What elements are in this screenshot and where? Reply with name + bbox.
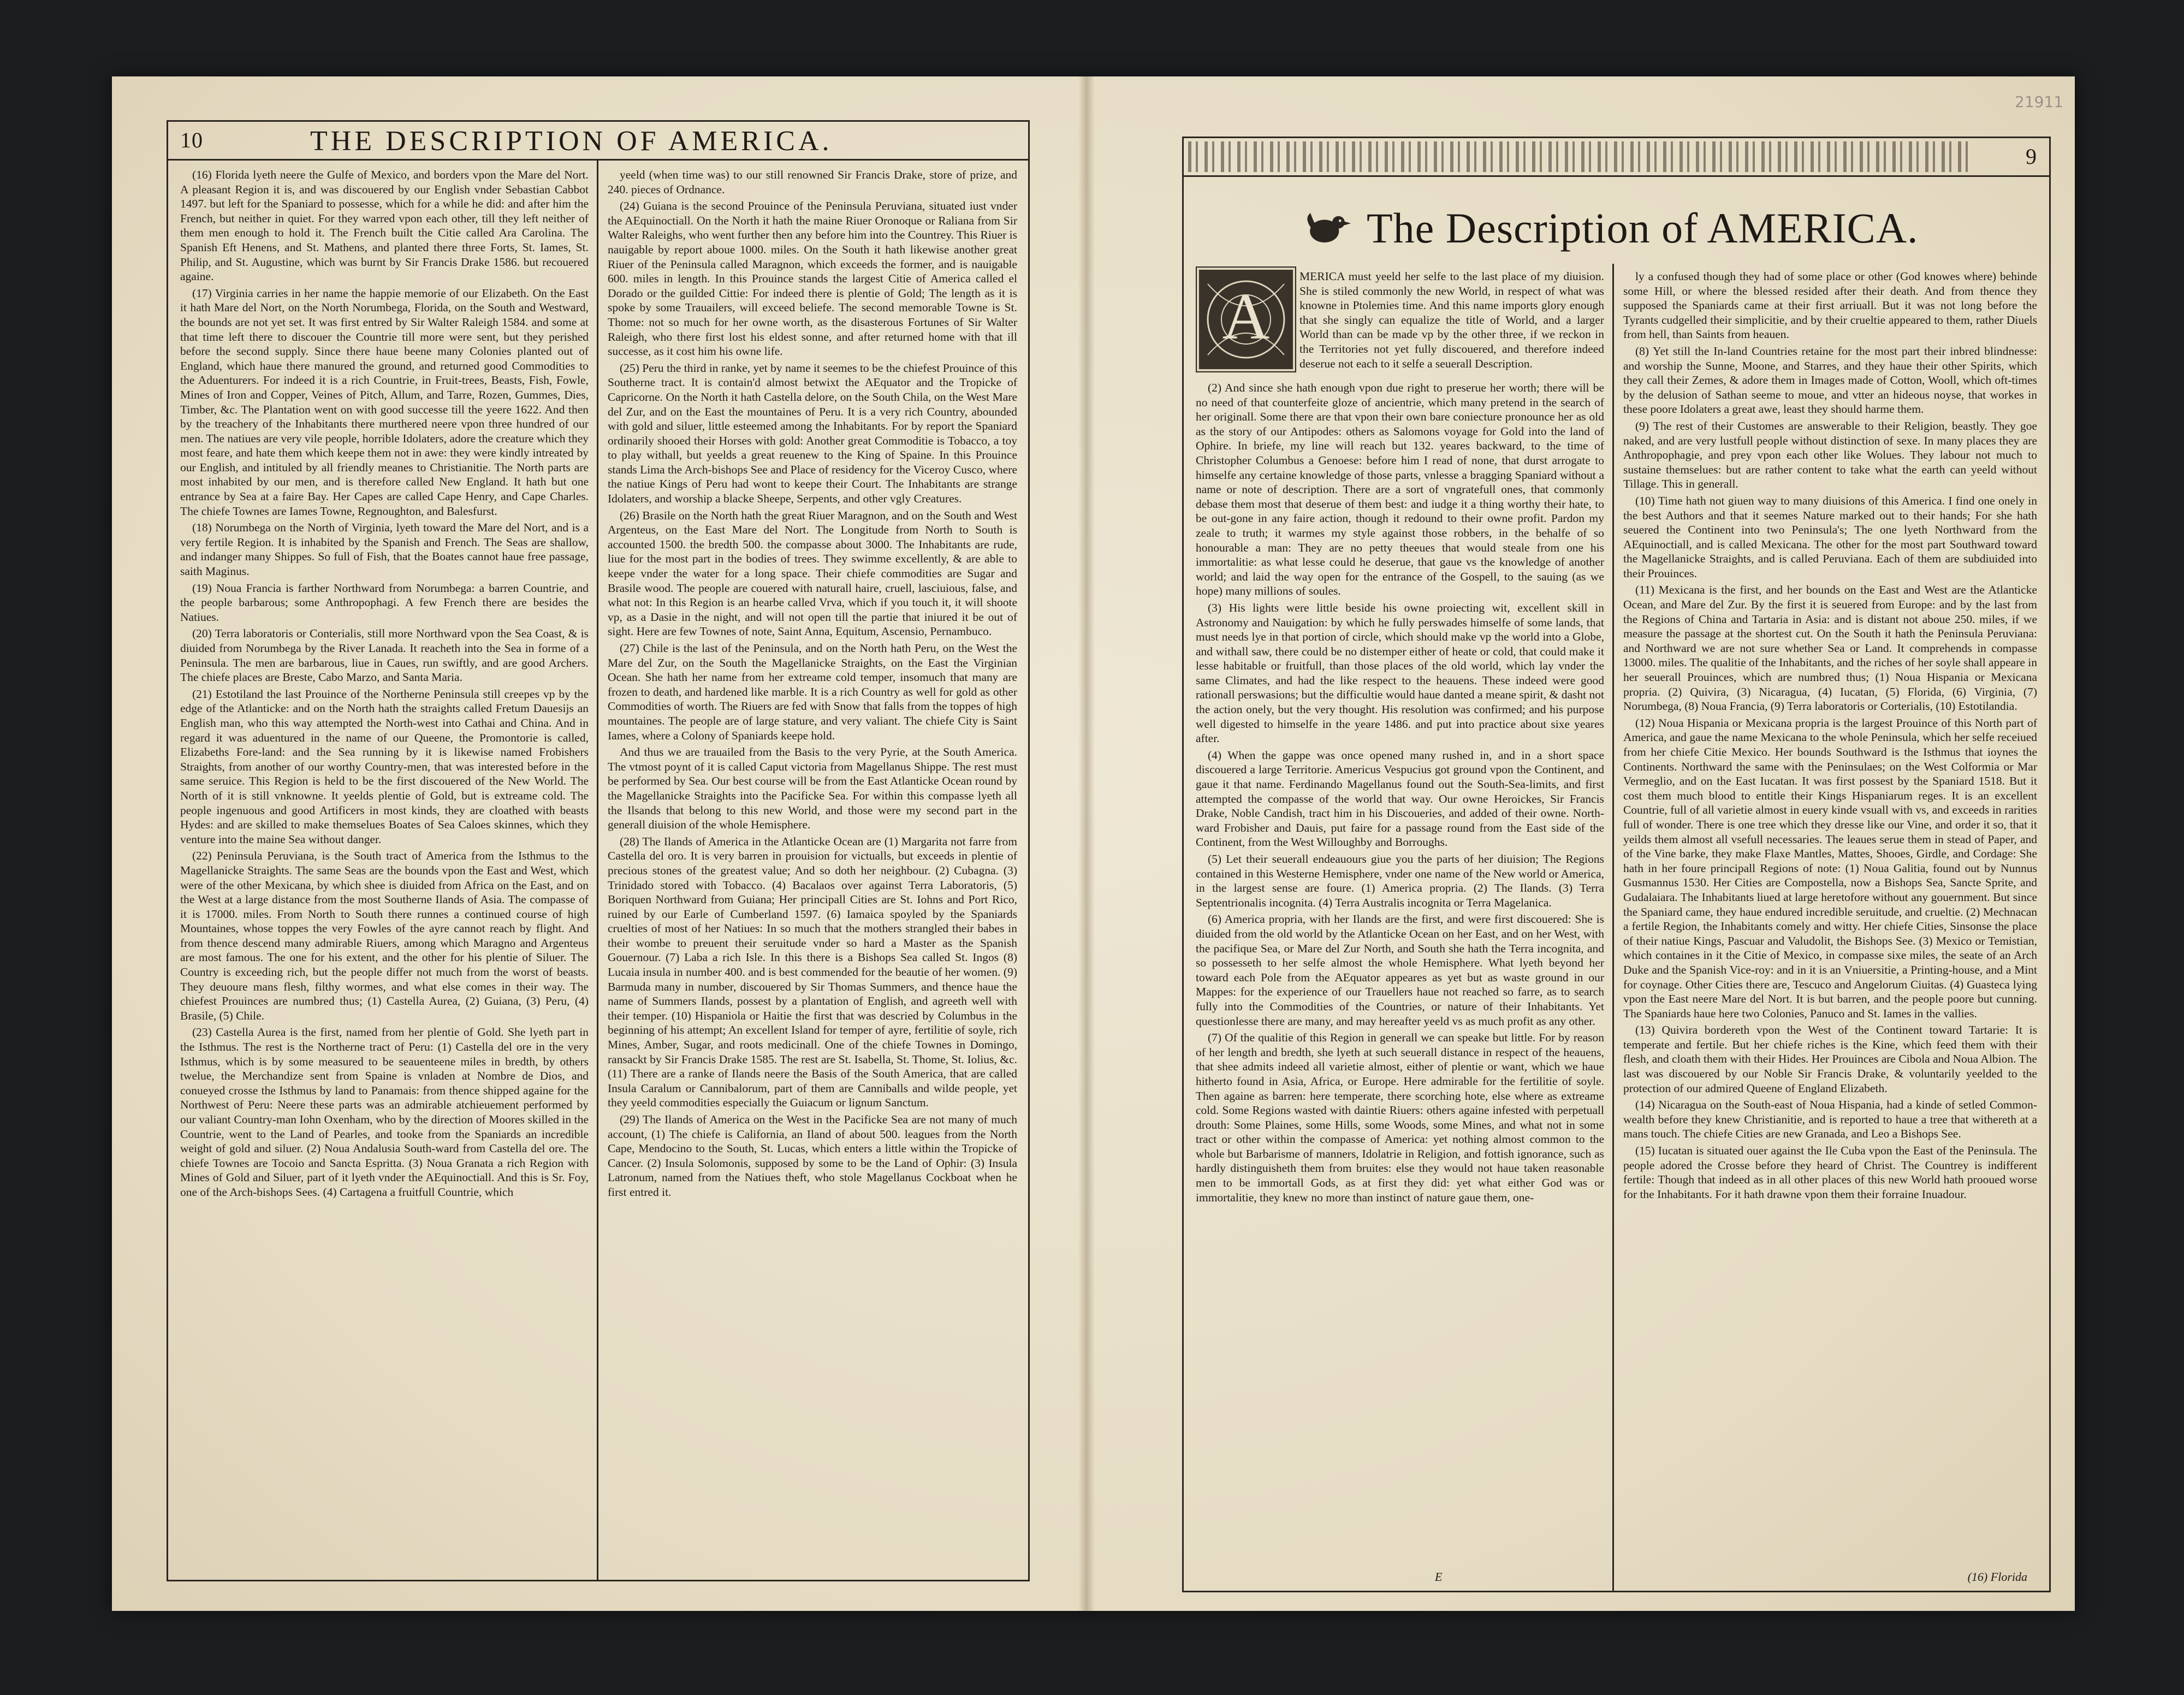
paragraph: (18) Norumbega on the North of Virginia, lyeth toward the Mare del Nort, and is a very fertile Region. It is inhabited by the Spanish and French. The Seas are shallow, and indanger many Shippes. So full of Fish, that the Boates cannot haue free passage, saith Maginus. bbox=[180, 521, 589, 578]
left-column-2 bbox=[608, 168, 1017, 1571]
paragraph: (20) Terra laboratoris or Conterialis, still more Northward vpon the Sea Coast, & is diuided from Norumbega by the River Lanada. It reacheth into the Sea in forme of a Peninsula. The men are barbarous, liue in Caues, run swiftly, and are good Archers. The chiefe places are Breste, Cabo Marzo, and Santa Maria. bbox=[180, 627, 589, 684]
right-column-2 bbox=[1623, 269, 2037, 1572]
paragraph: MERICA must yeeld her selfe to the last place of my diuision. She is stiled commonly the new World, in respect of what was knowne in Ptolemies time. And this name imports glory enough that she singly can equalize the title of World, and a larger World than can be made vp by the other three, if we reckon in the Territories not yet fully discouered, and therefore indeed deserue not each to it selfe a seuerall Description. bbox=[1299, 270, 1604, 370]
paragraph: (24) Guiana is the second Prouince of the Peninsula Peruviana, situated iust vnder the AEquinoctiall. On the North it hath the maine Riuer Oronoque or Raliana from Sir Walter Raleighs, who went further then any before him into the Countrey. This Riuer is nauigable by report aboue 1000. miles. On the South it hath likewise another great Riuer of the Peninsula called Maragnon, which exceeds the former, and is nauigable 600. miles in length. In this Prouince stands the largest Citie of America called el Dorado or the guilded Cittie: For indeed there is plentie of Gold; The length as it is spoke by some Trauailers, will exceed beliefe. The second memorable Towne is St. Thome: not so much for her owne worth, as the disasterous Fortunes of Sir Walter Raleigh, who there first lost his eldest sonne, and after returned home with that ill successe, as it cost him his owne life. bbox=[608, 199, 1017, 358]
paragraph: (27) Chile is the last of the Peninsula, and on the North hath Peru, on the West the Mare del Zur, on the South the Magellanicke Straights, on the East the Virginian Ocean. She hath her name from her extreame cold temper, insomuch that many are frozen to death, and hardened like marble. It is a rich Country as well for gold as other Commodities of worth. The Riuers are fed with Snow that falls from the toppes of high mountaines. The people are of large stature, and very valiant. The chiefe City is Saint Iames, where a Colony of Spaniards keepe hold. bbox=[608, 642, 1017, 742]
left-page-number: 10 bbox=[180, 128, 203, 152]
paragraph: (26) Brasile on the North hath the great Riuer Maragnon, and on the South and West Argenteus, on the East Mare del Nort. The Longitude from North to South is accounted 1500. the bredth 500. the compasse about 3000. The Inhabitants are rude, liue for the most part in the bodies of trees. They swimme excellently, & are able to keepe vnder the water for a long space. Their chiefe commodities are Sugar and Brasile wood. The people are couered with naturall haire, cruell, lasciuious, false, and what not: In this Region is an hearbe called Vrva, which if you touch it, it will shoote vp, as a Dasie in the night, and will not open till the partie that iniured it be out of sight. Here are few Townes of note, Saint Anna, Equitum, Ascensio, Pernambuco. bbox=[608, 508, 1017, 638]
left-running-head: THE DESCRIPTION OF AMERICA. bbox=[310, 126, 833, 157]
paragraph: (29) The Ilands of America on the West in the Pacificke Sea are not many of much account, (1) The chiefe is California, an Iland of about 500. leagues from the North Cape, Mendocino to the South, St. Lucas, which enters a little within the Tropicke of Cancer. (2) Insula Solomonis, supposed by some to be the Land of Ophir: (3) Insula Latronum, named from the Natiues theft, who stole Magellanus Cockboat when he first entred it. bbox=[608, 1113, 1017, 1199]
center-fold bbox=[1078, 76, 1095, 1611]
paragraph: (3) His lights were little beside his owne proiecting wit, excellent skill in Astronomy and Nauigation: by which he fully perswades himselfe of some lands, that must needs lye in that portion of circle, which should make vp the world into a Globe, and withall saw, there could be no distemper either of heate or cold, that could make it lesse habitable or fruitfull, than those places of the old world, which lay vnder the same Climates, and had the like respect to the heauens. These indeed were good rationall perswasions; but the difficultie would haue danted a meane spirit, & dasht not the action onely, but the very thought. His resolution was confirmed; and his purpose well digested to himselfe in the yeare 1486. and put into practice about sixe yeares after. bbox=[1196, 601, 1604, 745]
catalog-number: 21911 bbox=[2015, 93, 2064, 111]
paragraph: (25) Peru the third in ranke, yet by name it seemes to be the chiefest Prouince of this Southerne tract. It is contain'd almost betwixt the AEquator and the Tropicke of Capricorne. On the North it hath Castella delore, on the South Chila, on the West Mare del Zur, and on the East the mountaines of Peru. It is a very rich Country, abounded with gold and siluer, little esteemed among the Inhabitants. For by report the Spaniard ordinarily shooed their Horses with gold: Another great Commoditie is Tobacco, a toy to play withall, but yeelds a great reuenew to the King of Spaine. In this Prouince stands Lima the Arch-bishops See and Place of residency for the Viceroy Cusco, where the natiue Kings of Peru had wont to keepe their Court. The Inhabitants are strange Idolaters, and worship a blacke Sheepe, Serpents, and other vgly Creatures. bbox=[608, 361, 1017, 506]
paragraph: (16) Florida lyeth neere the Gulfe of Mexico, and borders vpon the Mare del Nort. A pleasant Region it is, and was discouered by our English vnder Sebastian Cabbot 1497. but left for the Spaniard to possesse, which for a while he did: and after him the French, but neither in quiet. For they warred vpon each other, till they left neither of them men enough to hold it. The French built the Citie called Ara Carolina. The Spanish Eft Henens, and St. Mathens, and planted there three Forts, St. Iames, St. Philip, and St. Augustine, which was burnt by Sir Francis Drake 1586. but recouered againe. bbox=[180, 168, 589, 283]
paragraph: (23) Castella Aurea is the first, named from her plentie of Gold. She lyeth part in the Isthmus. The rest is the Northerne tract of Peru: (1) Castella del ore in the very Isthmus, which is by some measured to be seauenteene miles in bredth, by others twelue, the Merchandize sent from Spaine is vnladen at Nombre de Dios, and conueyed crosse the Isthmus by land to Panamais: from thence shipped againe for the Northwest of Peru: Neere these parts was an admirable atchieuement performed by our valiant Country-man Iohn Oxenham, who by the direction of Moores skilled in the Countrie, went to the Land of Pearles, and tooke from the Spaniards an incredible weight of gold and siluer. (2) Noua Andalusia South-ward from Castella del ore. The chiefe Townes are Tocoio and Sancta Espritta. (3) Noua Granata a rich Region with Mines of Gold and Siluer, part of it lyeth vnder the AEquinoctiall. And this is Sr. Foy, one of the Arch-bishops Sees. (4) Cartagena a fruitfull Countrie, which bbox=[180, 1026, 589, 1199]
paragraph: (7) Of the qualitie of this Region in generall we can speake but little. For by reason of her length and bredth, she lyeth at such seuerall distance in respect of the heauens, that shee admits indeed all varietie almost, either of plentie or want, which we haue hitherto found in Asia, Africa, or Europe. Here admirable for the fertilitie of soyle. Then againe as barren: here temperate, there scorching hote, else where as extreame cold. Some Regions wasted with daintie Riuers: others againe infested with perpetuall drouth: Some Plaines, some Hills, some Woods, some Mines, and what not in some tract or other within the compasse of America: yet nothing almost common to the whole but Barbarisme of manners, Idolatrie in Religion, and fottish ignorance, such as hardly distinguisheth them from bruites: else they would not haue taken reasonable men to be immortall Gods, as at first they did: yet what either God was or immortalitie, they knew no more than instinct of nature gaue them, one- bbox=[1196, 1031, 1604, 1204]
paragraph: (9) The rest of their Customes are answerable to their Religion, beastly. They goe naked, and are very lustfull people without distinction of sexe. In many places they are Anthropophagie, and prey vpon each other like Wolues. They labour not much to sustaine themselues: but are rather content to take what the earth can yeeld without Tillage. This in generall. bbox=[1623, 419, 2037, 491]
page-title: The Description of AMERICA. bbox=[1367, 204, 1919, 252]
drop-cap-letter: A bbox=[1222, 280, 1270, 353]
paragraph: (14) Nicaragua on the South-east of Noua Hispania, had a kinde of setled Common-wealth before they knew Christianitie, and is reported to haue a tree that withereth at a mans touch. The chiefe Cities are new Granada, and Leo a Bishops See. bbox=[1623, 1098, 2037, 1141]
paragraph: (10) Time hath not giuen way to many diuisions of this America. I find one onely in the best Authors and that it seemes Nature marked out to their hands; For she hath seuered the Continent into two Peninsula's; The one lyeth Northward from the AEquinoctiall, and is called Mexicana. The other for the most part Southward toward the Magellanicke Straights, and is called Peruviana. Each of them are subdiuided into their Prouinces. bbox=[1623, 494, 2037, 580]
right-column-divider bbox=[1612, 264, 1614, 1591]
left-page-header bbox=[168, 122, 1028, 161]
paragraph: (6) America propria, with her Ilands are the first, and were first discouered: She is diuided from the old world by the Atlanticke Ocean on her East, and on her West, with the pacifique Sea, or Mare del Zur North, and South she hath the Terra incognita, and so possesseth to her selfe almost the whole Hemisphere. What lyeth beyond her toward each Pole from the AEquator appeares as yet but as waste ground in our Mappes: for the experience of our Trauellers haue not reached so farre, as to search fully into the Commodities of the Countries, or nature of their Inhabitants. Yet questionlesse there are many, and may hereafter yeeld vs as much profit as any other. bbox=[1196, 912, 1604, 1028]
left-column-1 bbox=[180, 168, 589, 1571]
left-column-divider bbox=[597, 159, 598, 1580]
paragraph: (17) Virginia carries in her name the happie memorie of our Elizabeth. On the East it hath Mare del Nort, on the North Norumbega, Florida, on the South and Westward, the bounds are not yet set. It was first entred by Sir Walter Raleigh 1584. and some at that time left there to discouer the Countrie till more were sent, but they perished before the second supply. Since there haue beene many Colonies planted out of England, which haue there manured the ground, and returned good Commodities to the Aduenturers. For indeed it is a rich Countrie, in Fruit-trees, Beasts, Fish, Fowle, Mines of Iron and Copper, Veines of Pitch, Allum, and Tarre, Rozen, Gummes, Dies, Timber, &c. The Plantation went on with good successe till the yeere 1622. And then by the treachery of the Inhabitants there murthered neere vpon three hundred of our men. The natiues are very vile people, horrible Idolaters, adore the creature which they most feare, and hate them which keepe them not in awe: they were kindly intreated by our English, and intituled by all friendly meanes to Christianitie. The North parts are most inhabited by our men, and is therefore called New England. It hath but one entrance by Sea at a faire Bay. Her Capes are called Cape Henry, and Cape Charles. The chiefe Townes are Iames Towne, Regnoughton, and Balesfurst. bbox=[180, 286, 589, 518]
paragraph: (19) Noua Francia is farther Northward from Norumbega: a barren Countrie, and the people barbarous; some Anthropophagi. A few French there are besides the Natiues. bbox=[180, 581, 589, 624]
catchword: (16) Florida bbox=[1967, 1570, 2027, 1584]
paragraph: (5) Let their seuerall endeauours giue you the parts of her diuision; The Regions contained in this Westerne Hemisphere, vnder one name of the New world or America, in the largest sense are foure. (1) America propria. (2) The Ilands. (3) Terra Septentrionalis incognita. (4) Terra Australis incognita or Terra Magelanica. bbox=[1196, 852, 1604, 909]
paragraph: (28) The Ilands of America in the Atlanticke Ocean are (1) Margarita not farre from Castella del oro. It is very barren in prouision for victualls, but exceeds in plentie of precious stones of the greatest value; And so doth her neighbour. (2) Cubagna. (3) Trinidado stored with Tobacco. (4) Bacalaos over against Terra Laboratoris, (5) Boriquen Northward from Guiana; Her principall Cities are St. Iohns and Port Rico, ruined by our Earle of Cumberland 1597. (6) Iamaica spoyled by the Spaniards cruelties of most of her Natiues: In so much that the mothers strangled their babes in their wombe to preuent their seruitude vnder so hard a Master as the Spanish Gouernour. (7) Laba a rich Isle. In this there is a Bishops Sea called St. Ingos (8) Lucaia insula in number 400. and is best commended for the beautie of her women. (9) Barmuda many in number, discouered by Sir Thomas Summers, and thence haue the name of Summers Ilands, possest by a plantation of English, and agreeth well with their temper. (10) Hispaniola or Haitie the first that was descried by Columbus in the beginning of his attempt; An excellent Island for temper of ayre, fertilitie of soyle, rich Mines, Amber, Sugar, and roots medicinall. One of the chiefe Townes in Domingo, ransackt by Sir Francis Drake 1585. The rest are St. Isabella, St. Thome, St. Iolius, &c. (11) There are a ranke of Ilands neere the Basis of the South America, that are called Insula Caralum or Cannibalorum, part of them are Canniballs and wilde people, yet they yeeld commodities especially the Guiacum or lignum Sanctum. bbox=[608, 834, 1017, 1110]
paragraph: (11) Mexicana is the first, and her bounds on the East and West are the Atlanticke Ocean, and Mare del Zur. By the first it is seuered from Europe: and by the last from the Regions of China and Tartaria in Asia: and is distant not aboue 250. miles, if we measure the passage at the shortest cut. On the South it hath the Peninsula Peruviana: and Northward we are not sure whether Sea or Land. It comprehends in compasse 13000. miles. The qualitie of the Inhabitants, and the riches of her soyle shall appeare in her seuerall Prouinces, which are numbred thus; (1) Noua Hispania or Mexicana propria. (2) Quivira, (3) Nicaragua, (4) Iucatan, (5) Florida, (6) Virginia, (7) Norumbega, (8) Noua Francia, (9) Terra laboratoris or Corterialis, (10) Estotilandia. bbox=[1623, 583, 2037, 713]
paragraph: yeeld (when time was) to our still renowned Sir Francis Drake, store of prize, and 240. pieces of Ordnance. bbox=[608, 168, 1017, 196]
paragraph: ly a confused though they had of some place or other (God knowes where) behinde some Hill, or where the blessed resided after their death. And from thence they supposed the Spaniards came at their first arriuall. But it was not long before the Tyrants cudgelled their simplicitie, and by their crueltie appeared to them, rather Diuels from hell, than Saints from heauen. bbox=[1623, 270, 2037, 341]
paragraph: (8) Yet still the In-land Countries retaine for the most part their inbred blindnesse: and worship the Sunne, Moone, and Starres, and they haue their other Spirits, which they call their Zemes, & adore them in Images made of Cotton, Wooll, which oft-times by the delusion of Sathan seeme to moue, and vtter an hideous noyse, that workes in these poore Idolaters a great awe, least they should harme them. bbox=[1623, 344, 2037, 416]
ornamental-border bbox=[1188, 141, 1974, 172]
left-page bbox=[167, 120, 1030, 1581]
paragraph: (13) Quivira bordereth vpon the West of the Continent toward Tartarie: It is temperate and fertile. But her chiefe riches is the Kine, which feed them with their flesh, and cloath them with their Hides. Her Prouinces are Cibola and Noua Albion. The last was discouered by our Noble Sir Francis Drake, & voluntarily yeelded to the protection of our admired Queene of England Elizabeth. bbox=[1623, 1023, 2037, 1095]
paragraph: (12) Noua Hispania or Mexicana propria is the largest Prouince of this North part of America, and gaue the name Mexicana to the whole Peninsula, which her selfe receiued from her chiefe Citie Mexico. Her bounds Southward is the Isthmus that ioynes the Continents. Northward the same with the Peninsulaes; on the West Colformia or Mar Vermeglio, and on the East Iucatan. It was first possest by the Spaniard 1518. But it cost them much blood to entitle their Kings Hispaniarum reges. It is an excellent Countrie, full of all varietie almost in euery kinde vsuall with vs, and exceeds in rarities full of wonder. There is one tree which they dresse like our Vine, and order it so, that it yeilds them almost all vsefull necessaries. The leaues serue them in stead of Paper, and of the Vine barke, they make Flaxe Mantles, Mattes, Shooes, Girdle, and Cordage: She hath in her foure principall Regions of note: (1) Noua Galitia, found out by Nunnus Gusmannus 1530. Her Cities are Compostella, now a Bishops Sea, Sancte Sprite, and Gudalaiara. The Inhabitants liued at large heretofore without any gouernment. But since the Spaniard came, they haue endured incredible seruitude, and crueltie. (2) Mechnacan a fertile Region, the Inhabitants comely and witty. Her chiefe Cities, Sinsonse the place of their natiue Kings, Pascuar and Valudolit, the Bishops See. (3) Mexico or Temistian, which containes in it the Citie of Mexico, in compasse sixe miles, the seate of an Arch Duke and the Spanish Vice-roy: and in it is an Vniuersitie, a Printing-house, and a Mint for coynage. Other Cities there are, Tescuco and Angelorum Ciuitas. (4) Guasteca lying vpon the East neere Mare del Nort. It is but barren, and the people poore but cunning. The Spaniards haue here two Colonies, Panuco and St. Iames in the vallies. bbox=[1623, 716, 2037, 1020]
signature-mark: E bbox=[1435, 1570, 1443, 1584]
paragraph: (4) When the gappe was once opened many rushed in, and in a short space discouered a large Territorie. Americus Vespucius got ground vpon the Continent, and gaue it that name. Ferdinando Magellanus found out the South-Sea-limits, and first attempted the compasse of the world that way. Our owne Heroickes, Sir Francis Drake, Noble Candish, tract him in his Discoueries, and added of their owne. North-ward Frobisher and Dauis, put faire for a passage round from the East side of the Continent, from the West Willoughby and Borroughs. bbox=[1196, 748, 1604, 849]
right-page-number: 9 bbox=[2026, 144, 2037, 169]
right-page-header bbox=[1184, 138, 2049, 177]
right-page bbox=[1182, 137, 2051, 1592]
paragraph: And thus we are trauailed from the Basis to the very Pyrie, at the South America. The vtmost poynt of it is called Caput victoria from Magellanus Shippe. The rest must be performed by Sea. Our best course will be from the East Atlanticke Ocean round by the Magellanicke Straights into the Pacificke Sea. For within this compasse lyeth all the Ilsands that belong to this new World, and those were my second part in the generall diuision of the whole Hemisphere. bbox=[608, 745, 1017, 832]
paragraph: (22) Peninsula Peruviana, is the South tract of America from the Isthmus to the Magellanicke Straights. The same Seas are the bounds vpon the East and West, which were of the other Mexicana, by which shee is diuided from Africa on the East, and on the West at a large distance from the most Southerne Ilands of Asia. The compasse of it is 17000. miles. From North to South there runnes a continued course of high Mountaines, whose toppes the very Fowles of the ayre cannot reach by flight. And from thence descend many admirable Riuers, among which Maragno and Argenteus are most famous. The one for his extent, and the other for his plentie of Siluer. The Country is exceeding rich, but the people differ not much from the worst of beasts. They deuoure mans flesh, filthy wormes, and what else comes in their way. The chiefest Prouinces are numbred thus; (1) Castella Aurea, (2) Guiana, (3) Peru, (4) Brasile, (5) Chile. bbox=[180, 849, 589, 1022]
ornament-bird-icon bbox=[1301, 203, 1353, 254]
title-block bbox=[1301, 193, 1956, 264]
paragraph: (15) Iucatan is situated ouer against the Ile Cuba vpon the East of the Peninsula. The people adored the Crosse before they heard of Christ. The Countrey is indifferent fertile: Though that indeed as in all other places of this new World hath prooued worse for the Inhabitants. For it hath drawne vpon them their forraine Inuadour. bbox=[1623, 1144, 2037, 1201]
paragraph: (21) Estotiland the last Prouince of the Northerne Peninsula still creepes vp by the edge of the Atlanticke: and on the North hath the straights called Fretum Dauesijs an English man, who this way attempted the North-west into Cathai and China. And in regard it was aduentured in the name of our Queene, the Promontorie is called, Elizabeths Fore-land: and the Sea running by it is likewise named Frobishers Straights, from another of our worthy Country-men, that was interested before in the same seruice. This Region is held to be the first discouered of the New World. The North of it is still vnknowne. It yeelds plentie of Gold, but is extreame cold. The people ingenuous and good Artificers in most kinds, they are cloathed with beasts Hydes: and are skilled to make themselues Boates of Sea Caloes skinnes, which they venture into the maine Sea without danger. bbox=[180, 687, 589, 846]
paragraph: (2) And since she hath enough vpon due right to preserue her worth; there will be no need of that counterfeite gloze of ancientrie, which many pretend in the search of her originall. Some there are that vpon their own bare coniecture pronounce her as old as the story of our Antipodes: others as Salomons voyage for Gold into the land of Ophire. In briefe, my line will reach but 132. yeares backward, to the time of Christopher Columbus a Genoese: before him I read of none, that durst arrogate to himselfe any certaine knowledge of those parts, vnlesse a bragging Spaniard without a name or note of description. There are a sort of vngratefull ones, that commonly debase them most that deserue of them best: and iudge it a thing worthy their hate, to be out-gone in any faire action, though it redound to their owne profit. Pardon my zeale to truth; it warmes my style against those robbers, in the behalfe of so honourable a man: They are no petty theeues that would steale from one his immortalitie: as what lesse could he deserue, that gaue vs the knowledge of another world; and laid the way open for the entrance of the Gospell, to the sauing (as we hope) many millions of soules. bbox=[1196, 381, 1604, 598]
right-column-1 bbox=[1196, 269, 1604, 1572]
